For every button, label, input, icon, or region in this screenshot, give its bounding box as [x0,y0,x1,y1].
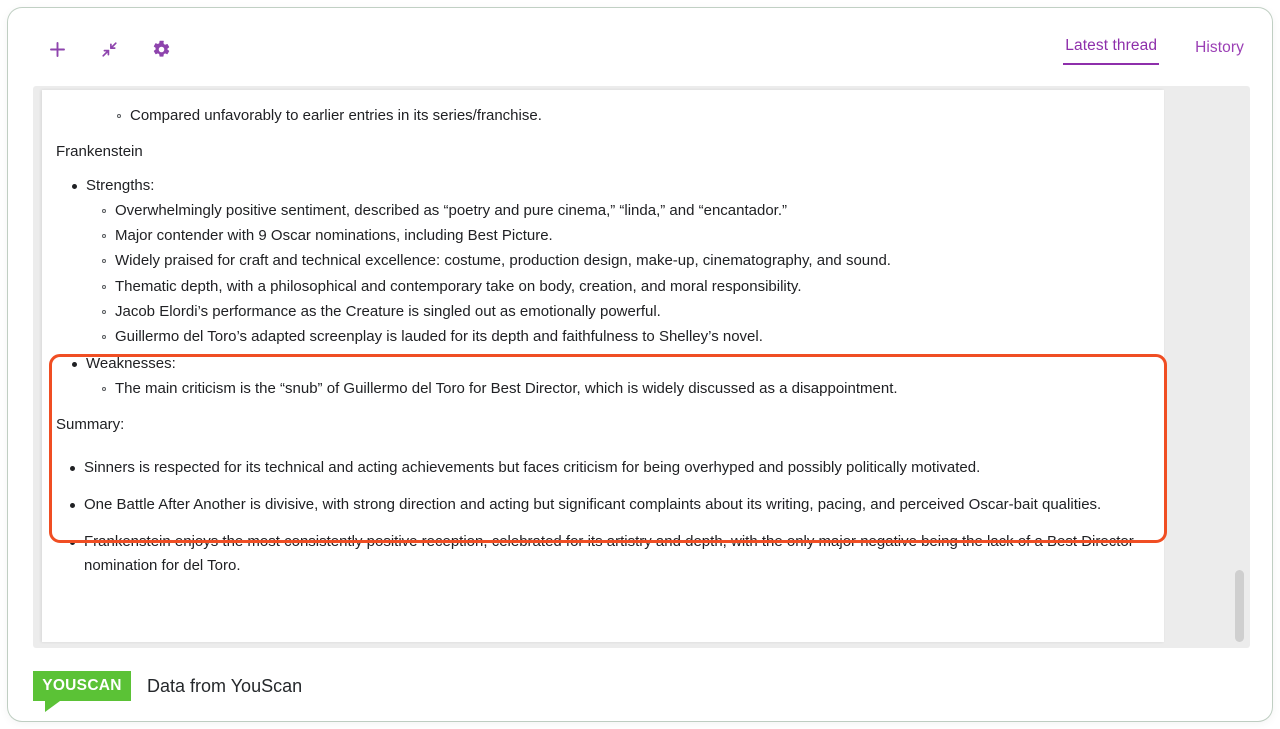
toolbar [8,8,1272,86]
tab-history[interactable]: History [1195,39,1244,56]
summary-section [42,413,1164,578]
list-item: Guillermo del Toro’s adapted screenplay is lauded for its depth and faithfulness to Shelley’s novel. [115,325,1164,349]
settings-button[interactable] [146,34,176,64]
section-title: Frankenstein [56,143,143,161]
list-item: One Battle After Another is divisive, with strong direction and acting but significant complaints about its writing, pacing, and perceived Oscar-bait qualities. [84,493,1144,517]
tab-bar [1063,35,1246,65]
footer-caption: Data from YouScan [147,675,303,696]
orphan-bullet-list [42,104,1164,128]
strengths-weaknesses-list [42,174,1164,402]
list-item: Widely praised for craft and technical excellence: costume, production design, make-up, cinematography, and sound. [115,249,1164,273]
list-item: Jacob Elordi’s performance as the Creature is singled out as emotionally powerful. [115,300,1164,324]
app-window [8,8,1272,721]
group-weaknesses [86,352,1164,402]
scrollbar-thumb[interactable] [1235,570,1244,642]
strengths-items [86,199,1164,350]
group-label: Weaknesses: [86,354,176,372]
group-strengths [86,174,1164,350]
plus-icon [48,40,67,59]
new-thread-button[interactable] [42,34,72,64]
list-item: Thematic depth, with a philosophical and contemporary take on body, creation, and moral responsibility. [115,275,1164,299]
thread-body [33,86,1250,648]
group-label: Strengths: [86,176,155,194]
list-item: Major contender with 9 Oscar nominations, including Best Picture. [115,224,1164,248]
toolbar-actions [42,34,176,64]
list-item: Overwhelmingly positive sentiment, described as “poetry and pure cinema,” “linda,” and “encantador.” [115,199,1164,223]
footer [33,671,302,701]
summary-label: Summary: [56,416,125,434]
list-item: The main criticism is the “snub” of Guillermo del Toro for Best Director, which is widely discussed as a disappointment. [115,377,1164,401]
gear-icon [152,40,171,59]
tab-latest-thread[interactable]: Latest thread [1063,35,1159,65]
youscan-logo-text: YOUSCAN [42,677,122,695]
collapse-arrows-icon [100,40,119,59]
summary-list [56,456,1144,579]
scrollbar-track[interactable] [1231,86,1245,648]
message-card [42,90,1164,642]
list-item: Compared unfavorably to earlier entries in its series/franchise. [130,104,1164,128]
collapse-button[interactable] [94,34,124,64]
list-item: Sinners is respected for its technical and acting achievements but faces criticism for being overhyped and possibly politically motivated. [84,456,1144,480]
list-item: Frankenstein enjoys the most consistently positive reception, celebrated for its artistry and depth, with the only major negative being the lack of a Best Director nomination for del Toro. [84,530,1144,579]
youscan-logo [33,671,131,701]
message-content [42,90,1164,592]
weaknesses-items [86,377,1164,401]
